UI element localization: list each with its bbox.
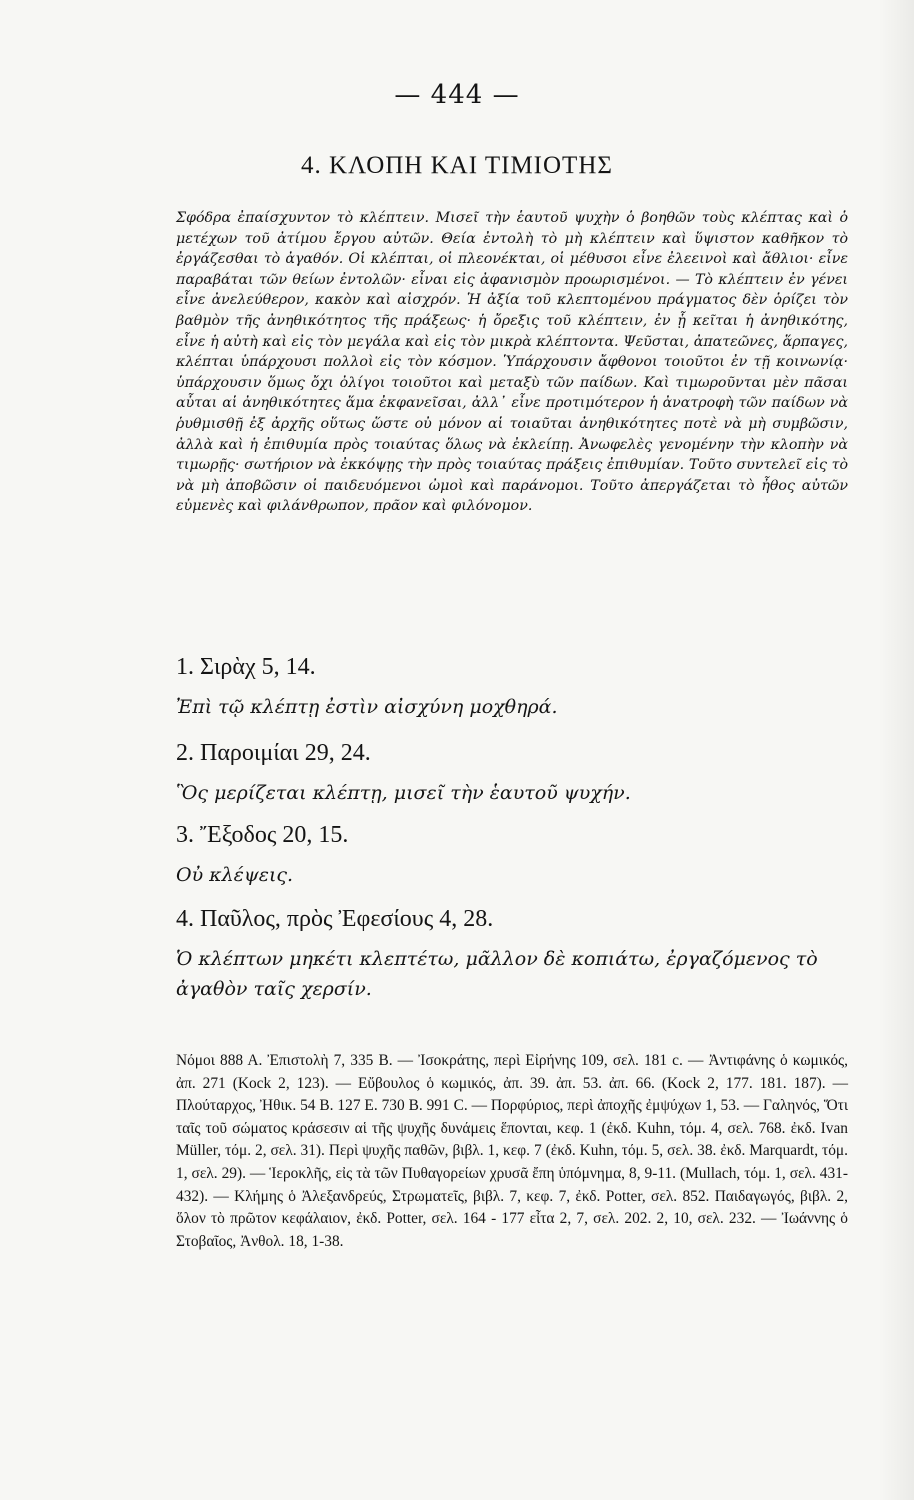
quote-block [176, 738, 848, 808]
quote-text: Ἐπὶ τῷ κλέπτῃ ἐστὶν αἰσχύνη μοχθηρά. [176, 696, 558, 718]
quote-reference: 4. Παῦλος, πρὸς Ἐφεσίους 4, 28. [176, 906, 494, 932]
quote-block [176, 652, 848, 722]
quote-reference: 1. Σιρὰχ 5, 14. [176, 654, 316, 680]
quote-text: Οὐ κλέψεις. [176, 864, 294, 886]
quote-text: Ὃς μερίζεται κλέπτῃ, μισεῖ τὴν ἑαυτοῦ ψυχήν. [176, 782, 631, 804]
quote-block [176, 904, 848, 1004]
page-edge-shadow [878, 0, 914, 1500]
chapter-title: 4. ΚΛΟΠΗ ΚΑΙ ΤΙΜΙΟΤΗΣ [301, 152, 613, 179]
intro-paragraph: Σφόδρα ἐπαίσχυντον τὸ κλέπτειν. Μισεῖ τὴν ἑαυτοῦ ψυχὴν ὁ βοηθῶν τοὺς κλέπτας καὶ ὁ μετέχων τοῦ ἀτίμου ἔργου αὐτῶν. Θεία ἐντολὴ τὸ μὴ κλέπτειν καὶ ὕψιστον καθῆκον τὸ ἐργάζεσθαι τὸ ἀγαθόν. Οἱ κλέπται, οἱ πλεονέκται, οἱ μέθυσοι εἶνε ἐλεεινοὶ καὶ ἄθλιοι· εἶνε παραβάται τῶν θείων ἐντολῶν· εἶναι εἰς ἀφανισμὸν προωρισμένοι. — Τὸ κλέπτειν ἐν γένει εἶνε ἀνελεύθερον, κακὸν καὶ αἰσχρόν. Ἡ ἀξία τοῦ κλεπτομένου πράγματος δὲν ὁρίζει τὸν βαθμὸν τῆς ἀνηθικότητος τῆς πράξεως· ἡ ὄρεξις τοῦ κλέπτειν, ἐν ᾗ κεῖται ἡ ἀνηθικότης, εἶνε ἡ αὐτὴ καὶ εἰς τὸν μεγάλα καὶ εἰς τὸν μικρὰ κλέπτοντα. Ψεῦσται, ἀπατεῶνες, ἅρπαγες, κλέπται ὑπάρχουσι πολλοὶ εἰς τὸν κόσμον. Ὑπάρχουσιν ἄφθονοι τοιοῦτοι ἐν τῇ κοινωνίᾳ· ὑπάρχουσιν ὅμως ὄχι ὀλίγοι τοιοῦτοι καὶ μεταξὺ τῶν παίδων. Καὶ τιμωροῦνται μὲν πᾶσαι αὗται αἱ ἀνηθικότητες ἅμα ἐκφανεῖσαι, ἀλλ᾽ εἶνε προτιμότερον ἡ ἀνατροφὴ τῶν παίδων νὰ ῥυθμισθῇ ἐξ ἀρχῆς οὕτως ὥστε οὐ μόνον αἱ τοιαῦται ἀνηθικότητες ποτὲ νὰ μὴ συμβῶσιν, ἀλλὰ καὶ ἡ ἐπιθυμία πρὸς τοιαύτας ὅλως νὰ ἐκλείπῃ. Ἀνωφελὲς γενομένην τὴν κλοπὴν νὰ τιμωρῇς· σωτήριον νὰ ἐκκόψῃς τὴν πρὸς τοιαύτας πράξεις ἐπιθυμίαν. Τοῦτο συντελεῖ εἰς τὸ νὰ μὴ ἀποβῶσιν οἱ παιδευόμενοι ὠμοὶ καὶ παράνομοι. Τοῦτο ἀπεργάζεται τὸ ἦθος αὐτῶν εὐμενὲς καὶ φιλάνθρωπον, πρᾶον καὶ φιλόνομον. [176, 210, 848, 515]
quote-text: Ὁ κλέπτων μηκέτι κλεπτέτω, μᾶλλον δὲ κοπιάτω, ἐργαζόμενος τὸ ἀγαθὸν ταῖς χερσίν. [176, 948, 818, 1000]
page-number: — 444 — [394, 80, 520, 110]
quote-block [176, 820, 848, 890]
quote-reference: 2. Παροιμίαι 29, 24. [176, 740, 371, 766]
quote-reference: 3. Ἔξοδος 20, 15. [176, 822, 349, 848]
sources-paragraph: Νόμοι 888 Α. Ἐπιστολὴ 7, 335 Β. — Ἰσοκράτης, περὶ Εἰρήνης 109, σελ. 181 c. — Ἀντιφάνης ὁ κωμικός, ἀπ. 271 (Kock 2, 123). — Εὔβουλος ὁ κωμικός, ἀπ. 39. ἀπ. 53. ἀπ. 66. (Kock 2, 177. 181. 187). — Πλούταρχος, Ἠθικ. 54 Β. 127 Ε. 730 Β. 991 C. — Πορφύριος, περὶ ἀποχῆς ἐμψύχων 1, 53. — Γαληνός, Ὅτι ταῖς τοῦ σώματος κράσεσιν αἱ τῆς ψυχῆς δυνάμεις ἕπονται, κεφ. 1 (ἐκδ. Kuhn, τόμ. 4, σελ. 768. ἐκδ. Ivan Müller, τόμ. 2, σελ. 31). Περὶ ψυχῆς παθῶν, βιβλ. 1, κεφ. 7 (ἐκδ. Kuhn, τόμ. 5, σελ. 38. ἐκδ. Marquardt, τόμ. 1, σελ. 29). — Ἱεροκλῆς, εἰς τὰ τῶν Πυθαγορείων χρυσᾶ ἔπη ὑπόμνημα, 8, 9-11. (Mullach, τόμ. 1, σελ. 431-432). — Κλήμης ὁ Ἀλεξανδρεύς, Στρωματεῖς, βιβλ. 7, κεφ. 7, ἐκδ. Potter, σελ. 852. Παιδαγωγός, βιβλ. 2, ὅλον τὸ πρῶτον κεφάλαιον, ἐκδ. Potter, σελ. 164 - 177 εἶτα 2, 7, σελ. 202. 2, 10, σελ. 232. — Ἰωάννης ὁ Στοβαῖος, Ἀνθολ. 18, 1-38. [176, 1052, 848, 1250]
